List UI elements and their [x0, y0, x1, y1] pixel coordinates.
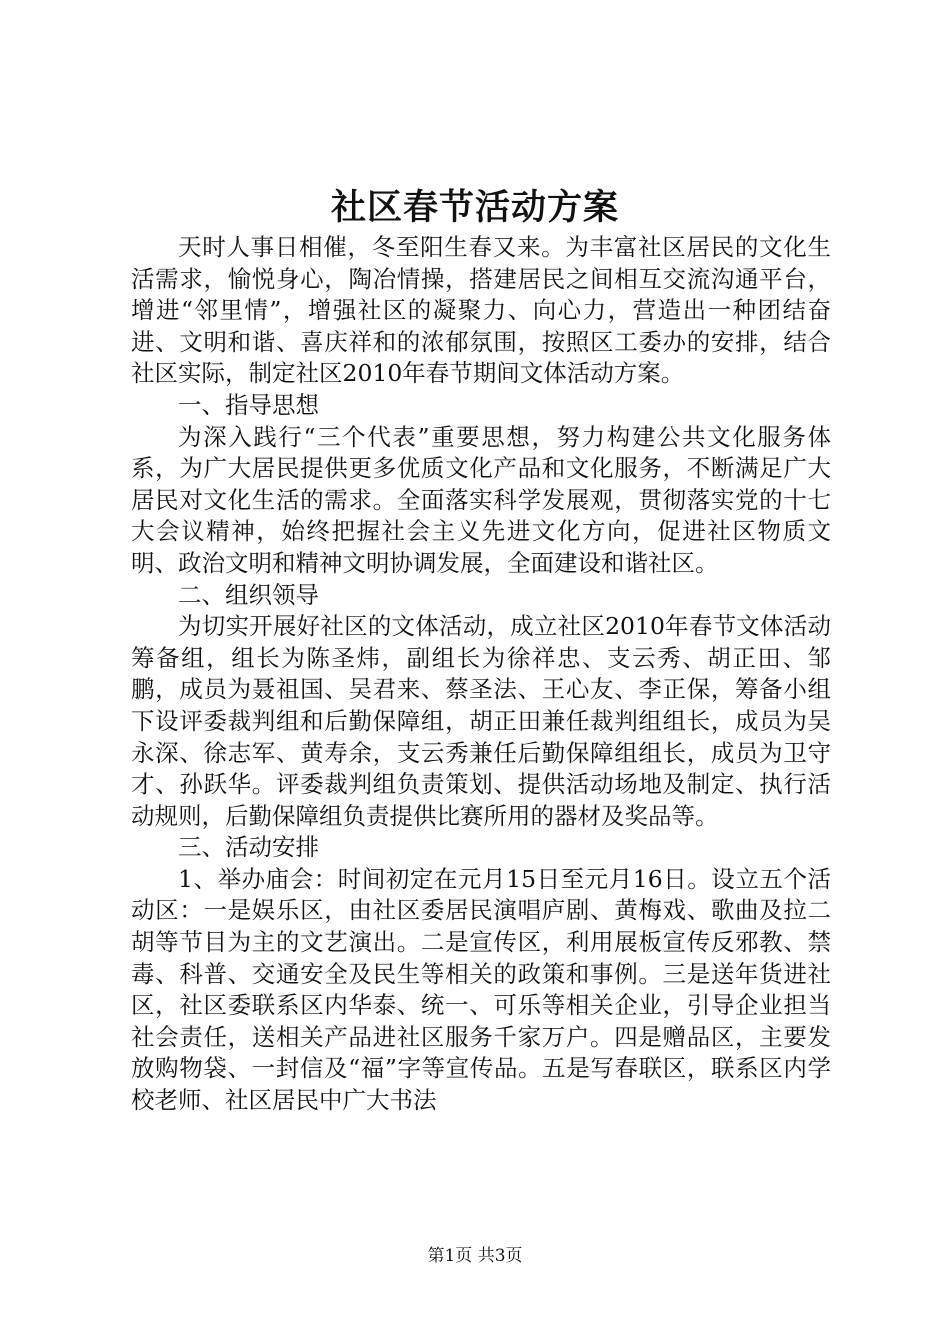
document-body: [131, 232, 831, 1117]
section-heading-activities: 三、活动安排: [178, 833, 319, 862]
guiding-ideology-paragraph: 为深入践行“三个代表”重要思想，努力构建公共文化服务体系，为广大居民提供更多优质文化产品和文化服务，不断满足广大居民对文化生活的需求。全面落实科学发展观，贯彻落实党的十七大会议精神，始终把握社会主义先进文化方向，促进社区物质文明、政治文明和精神文明协调发展，全面建设和谐社区。: [131, 422, 831, 577]
intro-paragraph: 天时人事日相催，冬至阳生春又来。为丰富社区居民的文化生活需求，愉悦身心，陶冶情操，搭建居民之间相互交流沟通平台，增进“邻里情”，增强社区的凝聚力、向心力，营造出一种团结奋进、文明和谐、喜庆祥和的浓郁氛围，按照区工委办的安排，结合社区实际，制定社区2010年春节期间文体活动方案。: [131, 233, 831, 388]
organization-paragraph: 为切实开展好社区的文体活动，成立社区2010年春节文体活动筹备组，组长为陈圣炜，副组长为徐祥忠、支云秀、胡正田、邹鹏，成员为聂祖国、吴君来、蔡圣法、王心友、李正保，筹备小组下设评委裁判组和后勤保障组，胡正田兼任裁判组组长，成员为吴永深、徐志军、黄寿余，支云秀兼任后勤保障组组长，成员为卫守才、孙跃华。评委裁判组负责策划、提供活动场地及制定、执行活动规则，后勤保障组负责提供比赛所用的器材及奖品等。: [131, 612, 831, 830]
temple-fair-paragraph: 1、举办庙会：时间初定在元月15日至元月16日。设立五个活动区：一是娱乐区，由社区委居民演唱庐剧、黄梅戏、歌曲及拉二胡等节目为主的文艺演出。二是宣传区，利用展板宣传反邪教、禁毒、科普、交通安全及民生等相关的政策和事例。三是送年货进社区，社区委联系区内华泰、统一、可乐等相关企业，引导企业担当社会责任，送相关产品进社区服务千家万户。四是赠品区，主要发放购物袋、一封信及“福”字等宣传品。五是写春联区，联系区内学校老师、社区居民中广大书法: [131, 864, 831, 1115]
section-heading-organization: 二、组织领导: [178, 580, 319, 609]
document-title: 社区春节活动方案: [330, 187, 619, 228]
page-number-footer: 第1页 共3页: [427, 1246, 523, 1266]
section-heading-guiding-ideology: 一、指导思想: [178, 390, 319, 419]
